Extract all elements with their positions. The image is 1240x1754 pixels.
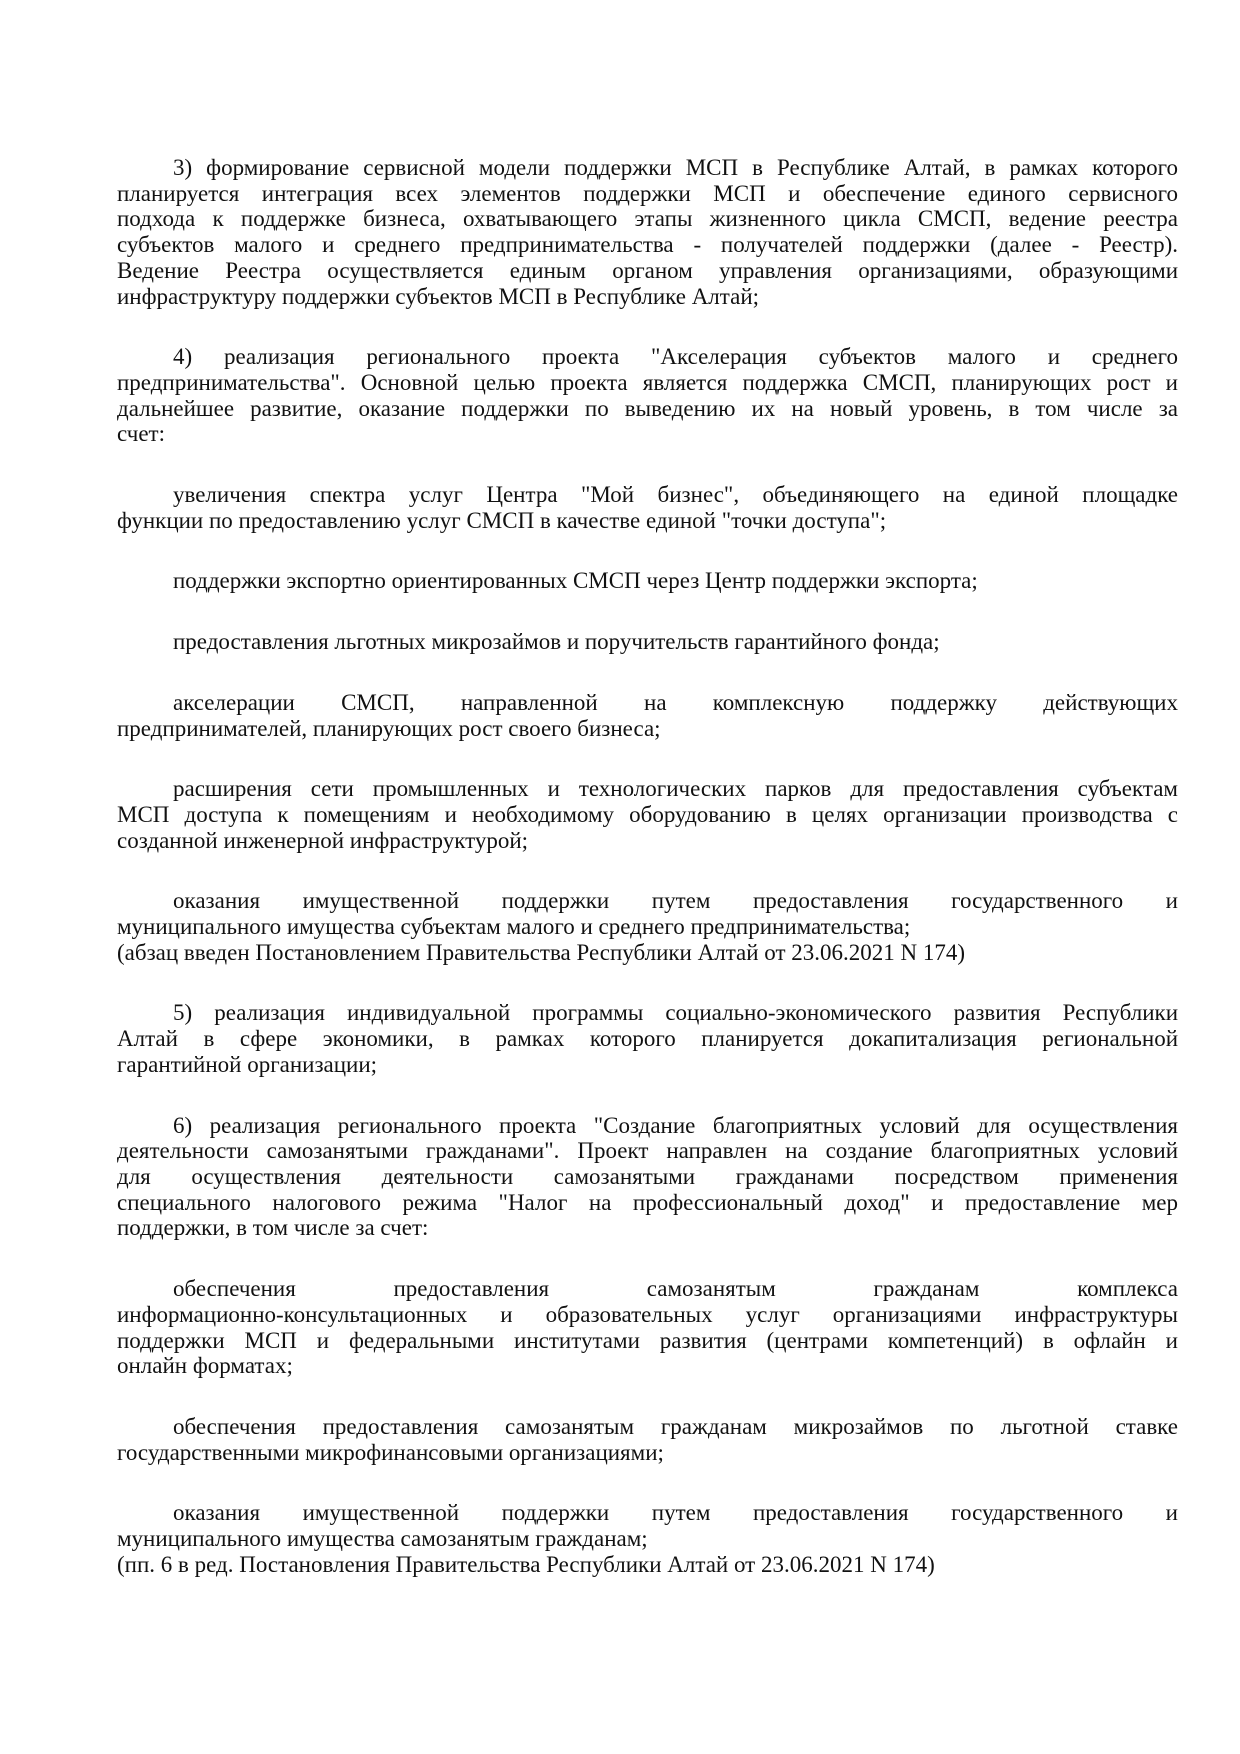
paragraph-line: инфраструктуру поддержки субъектов МСП в Республике Алтай; [117, 283, 760, 309]
paragraph-line: счет: [117, 421, 165, 447]
paragraph-line: увеличения спектра услуг Центра "Мой бизнес", объединяющего на единой площадке [173, 482, 1178, 508]
paragraph [117, 1000, 1178, 1077]
paragraph-line: 3) формирование сервисной модели поддержки МСП в Республике Алтай, в рамках которого [173, 155, 1178, 180]
paragraph-line: поддержки МСП и федеральными институтами развития (центрами компетенций) в офлайн и [117, 1327, 1178, 1353]
paragraph-line: поддержки экспортно ориентированных СМСП через Центр поддержки экспорта; [173, 568, 978, 594]
paragraph-line: информационно-консультационных и образовательных услуг организациями инфраструктуры [117, 1301, 1178, 1327]
paragraph-line: деятельности самозанятыми гражданами". Проект направлен на создание благоприятных условий [117, 1138, 1178, 1164]
paragraph-line: МСП доступа к помещениям и необходимому оборудованию в целях организации производства с [117, 801, 1178, 827]
paragraph-line: поддержки, в том числе за счет: [117, 1215, 429, 1241]
paragraph-line: оказания имущественной поддержки путем предоставления государственного и [173, 1500, 1178, 1526]
paragraph [117, 1113, 1178, 1242]
paragraph [117, 482, 1178, 533]
paragraph-line: расширения сети промышленных и технологических парков для предоставления субъектам [173, 776, 1178, 802]
amendment-note: (абзац введен Постановлением Правительства Республики Алтай от 23.06.2021 N 174) [117, 939, 966, 965]
paragraph-line: предпринимателей, планирующих рост своего бизнеса; [117, 715, 661, 741]
paragraph [117, 344, 1178, 447]
paragraph-line: обеспечения предоставления самозанятым гражданам микрозаймов по льготной ставке [173, 1413, 1178, 1439]
paragraph-line: онлайн форматах; [117, 1353, 293, 1379]
paragraph-line: 4) реализация регионального проекта "Акселерация субъектов малого и среднего [173, 344, 1178, 370]
paragraph [117, 155, 1178, 309]
paragraph-line: дальнейшее развитие, оказание поддержки по выведению их на новый уровень, в том числе за [117, 395, 1178, 421]
paragraph-line: предоставления льготных микрозаймов и поручительств гарантийного фонда; [173, 629, 940, 655]
paragraph-line: обеспечения предоставления самозанятым гражданам комплекса [173, 1276, 1178, 1302]
paragraph-line: Ведение Реестра осуществляется единым органом управления организациями, образующими [117, 257, 1178, 283]
paragraph-line: функции по предоставлению услуг СМСП в качестве единой "точки доступа"; [117, 507, 887, 533]
paragraph [117, 629, 1178, 655]
paragraph [117, 776, 1178, 853]
paragraph-line: акселерации СМСП, направленной на комплексную поддержку действующих [173, 689, 1178, 715]
paragraph-line: субъектов малого и среднего предпринимательства - получателей поддержки (далее - Реестр). [117, 232, 1178, 258]
paragraph-line: оказания имущественной поддержки путем предоставления государственного и [173, 888, 1178, 914]
paragraph-line: подхода к поддержке бизнеса, охватывающего этапы жизненного цикла СМСП, ведение реестра [117, 206, 1178, 232]
paragraph-line: муниципального имущества субъектам малого и среднего предпринимательства; [117, 914, 911, 940]
paragraph-line: созданной инженерной инфраструктурой; [117, 827, 529, 853]
paragraph-line: предпринимательства". Основной целью проекта является поддержка СМСП, планирующих рост и [117, 369, 1178, 395]
paragraph-line: Алтай в сфере экономики, в рамках которого планируется докапитализация региональной [117, 1026, 1178, 1052]
paragraph-line: гарантийной организации; [117, 1051, 378, 1077]
paragraph [117, 1276, 1178, 1379]
paragraph [117, 1500, 1178, 1577]
document-page [117, 155, 1178, 1577]
paragraph [117, 1414, 1178, 1465]
paragraph [117, 888, 1178, 965]
paragraph-line: планируется интеграция всех элементов поддержки МСП и обеспечение единого сервисного [117, 180, 1178, 206]
paragraph [117, 690, 1178, 741]
paragraph-line: государственными микрофинансовыми организациями; [117, 1439, 664, 1465]
paragraph-line: специального налогового режима "Налог на профессиональный доход" и предоставление мер [117, 1189, 1178, 1215]
paragraph-line: муниципального имущества самозанятым гражданам; [117, 1526, 648, 1552]
paragraph [117, 568, 1178, 594]
paragraph-line: 6) реализация регионального проекта "Создание благоприятных условий для осуществления [173, 1112, 1178, 1138]
amendment-note: (пп. 6 в ред. Постановления Правительства Республики Алтай от 23.06.2021 N 174) [117, 1551, 935, 1577]
paragraph-line: для осуществления деятельности самозанятыми гражданами посредством применения [117, 1163, 1178, 1189]
paragraph-line: 5) реализация индивидуальной программы социально-экономического развития Республики [173, 1000, 1178, 1026]
